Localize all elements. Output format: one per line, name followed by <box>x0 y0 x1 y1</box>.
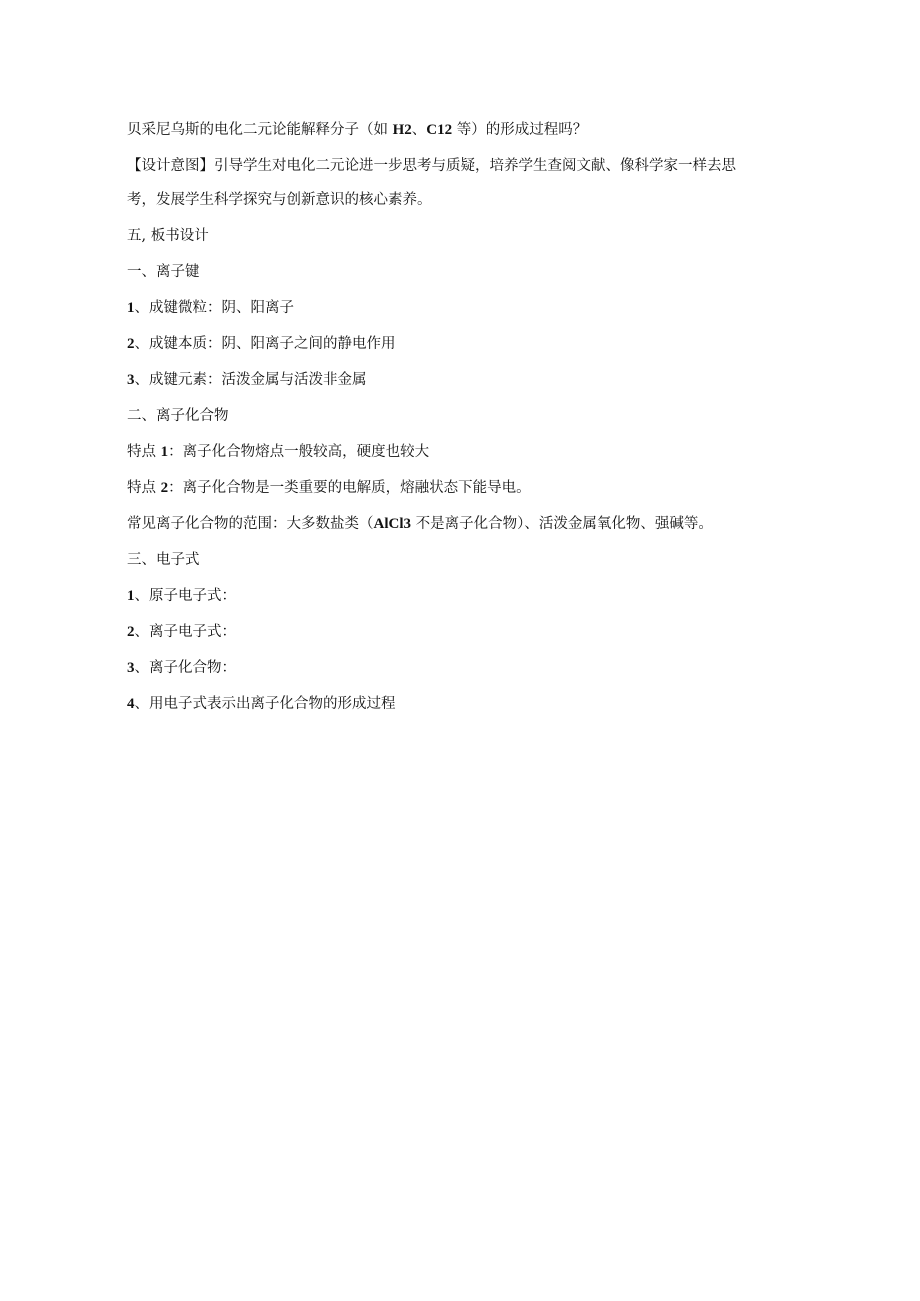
text-run: 【设计意图】引导学生对电化二元论进一步思考与质疑，培养学生查阅文献、像科学家一样去思 <box>127 158 736 174</box>
text-run: 、成键本质：阴、阳离子之间的静电作用 <box>134 336 396 352</box>
text-run: ：离子化合物熔点一般较高，硬度也较大 <box>168 444 430 460</box>
text-run: 、原子电子式： <box>134 588 236 604</box>
text-run: 常见离子化合物的范围：大多数盐类（ <box>127 516 374 532</box>
list-item <box>127 370 797 390</box>
text-run: 五, 板书设计 <box>127 228 209 244</box>
text-run: 、成键元素：活泼金属与活泼非金属 <box>134 372 367 388</box>
feature-number: 1 <box>160 444 169 460</box>
text-run: 一、离子键 <box>127 264 200 280</box>
list-item <box>127 298 797 318</box>
item-number: 3 <box>127 660 135 676</box>
formula-alcl3: AlCl3 <box>373 516 411 532</box>
list-item <box>127 658 797 678</box>
item-number: 4 <box>127 696 135 712</box>
heading-electron-formula <box>127 550 797 570</box>
item-number: 1 <box>127 300 135 316</box>
text-run: ：离子化合物是一类重要的电解质，熔融状态下能导电。 <box>168 480 531 496</box>
feature-number: 2 <box>160 480 169 496</box>
text-run: 二、离子化合物 <box>127 408 229 424</box>
list-item <box>127 694 797 714</box>
text-run: 三、电子式 <box>127 552 200 568</box>
text-run: 贝采尼乌斯的电化二元论能解释分子（如 <box>127 122 393 138</box>
list-item <box>127 334 797 354</box>
text-run: 等）的形成过程吗？ <box>452 122 588 138</box>
heading-ionic-bond <box>127 262 797 282</box>
feature-line <box>127 442 797 462</box>
text-run: 、离子电子式： <box>134 624 236 640</box>
text-run: 考，发展学生科学探究与创新意识的核心素养。 <box>127 192 432 208</box>
compound-range-line <box>127 514 797 534</box>
heading-ionic-compound <box>127 406 797 426</box>
question-line <box>127 120 797 140</box>
feature-line <box>127 478 797 498</box>
document-body <box>127 120 797 730</box>
text-run: 、离子化合物： <box>134 660 236 676</box>
design-intent-line-2 <box>127 190 797 210</box>
item-number: 1 <box>127 588 135 604</box>
text-run: 特点 <box>127 444 161 460</box>
section-heading-board-design <box>127 226 797 246</box>
item-number: 2 <box>127 624 135 640</box>
item-number: 2 <box>127 336 135 352</box>
formula-c12: C12 <box>426 122 453 138</box>
text-run: 不是离子化合物）、活泼金属氧化物、强碱等。 <box>411 516 713 532</box>
text-run: 特点 <box>127 480 161 496</box>
list-item <box>127 622 797 642</box>
item-number: 3 <box>127 372 135 388</box>
text-run: 、 <box>411 122 427 138</box>
list-item <box>127 586 797 606</box>
formula-h2: H2 <box>392 122 412 138</box>
design-intent-line-1 <box>127 156 797 176</box>
text-run: 、成键微粒：阴、阳离子 <box>134 300 294 316</box>
text-run: 、用电子式表示出离子化合物的形成过程 <box>134 696 396 712</box>
